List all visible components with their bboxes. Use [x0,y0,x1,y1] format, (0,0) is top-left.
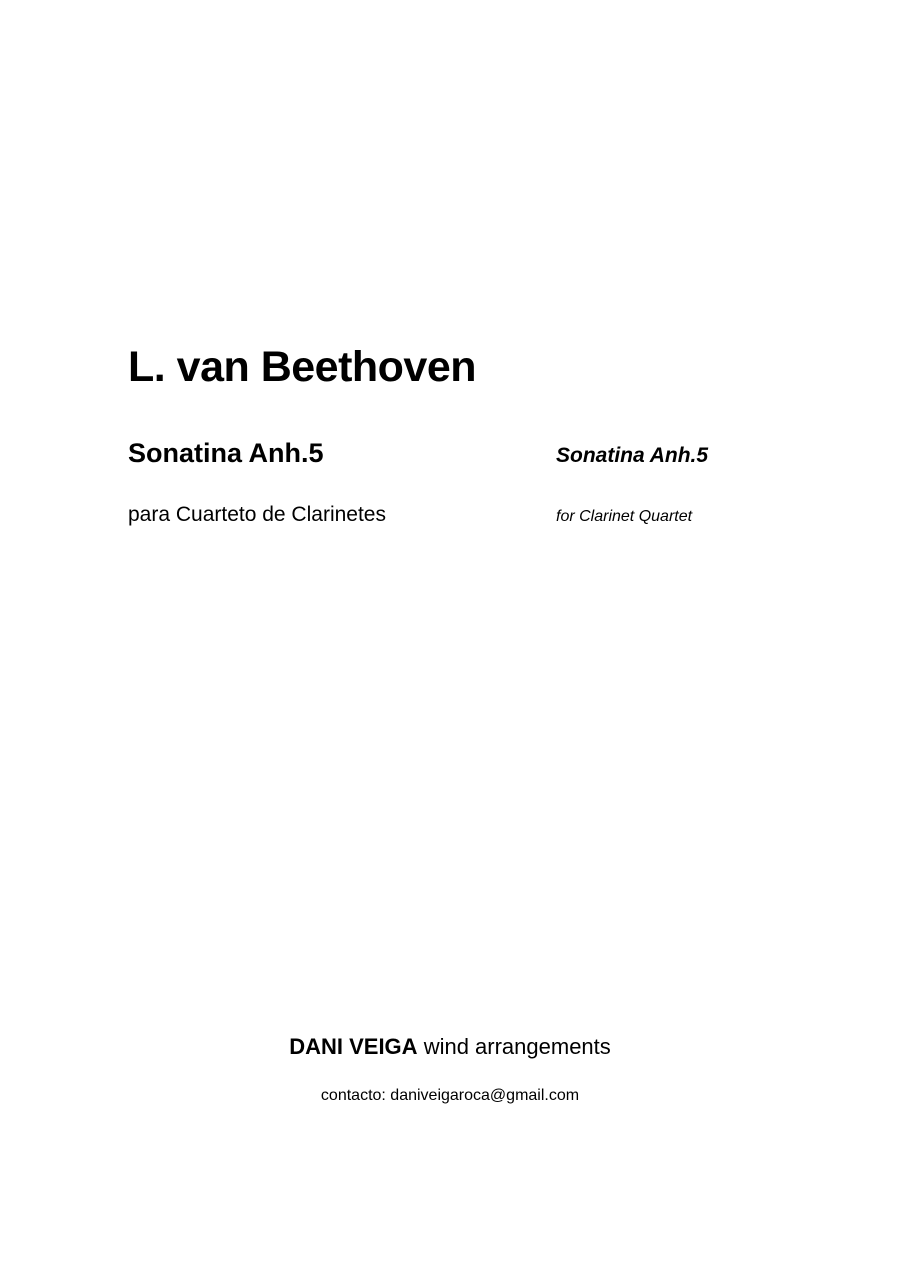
publisher-tagline: wind arrangements [423,1034,611,1059]
title-spanish: Sonatina Anh.5 [128,438,324,468]
contact-line: contacto: daniveigaroca@gmail.com [320,1087,580,1104]
instrumentation-spanish: para Cuarteto de Clarinetes [128,503,386,526]
composer-name: L. van Beethoven [128,343,477,391]
publisher-name: DANI VEIGA [289,1034,418,1059]
publisher-line [0,1036,900,1058]
title-english: Sonatina Anh.5 [556,444,709,467]
instrumentation-english: for Clarinet Quartet [556,508,693,525]
